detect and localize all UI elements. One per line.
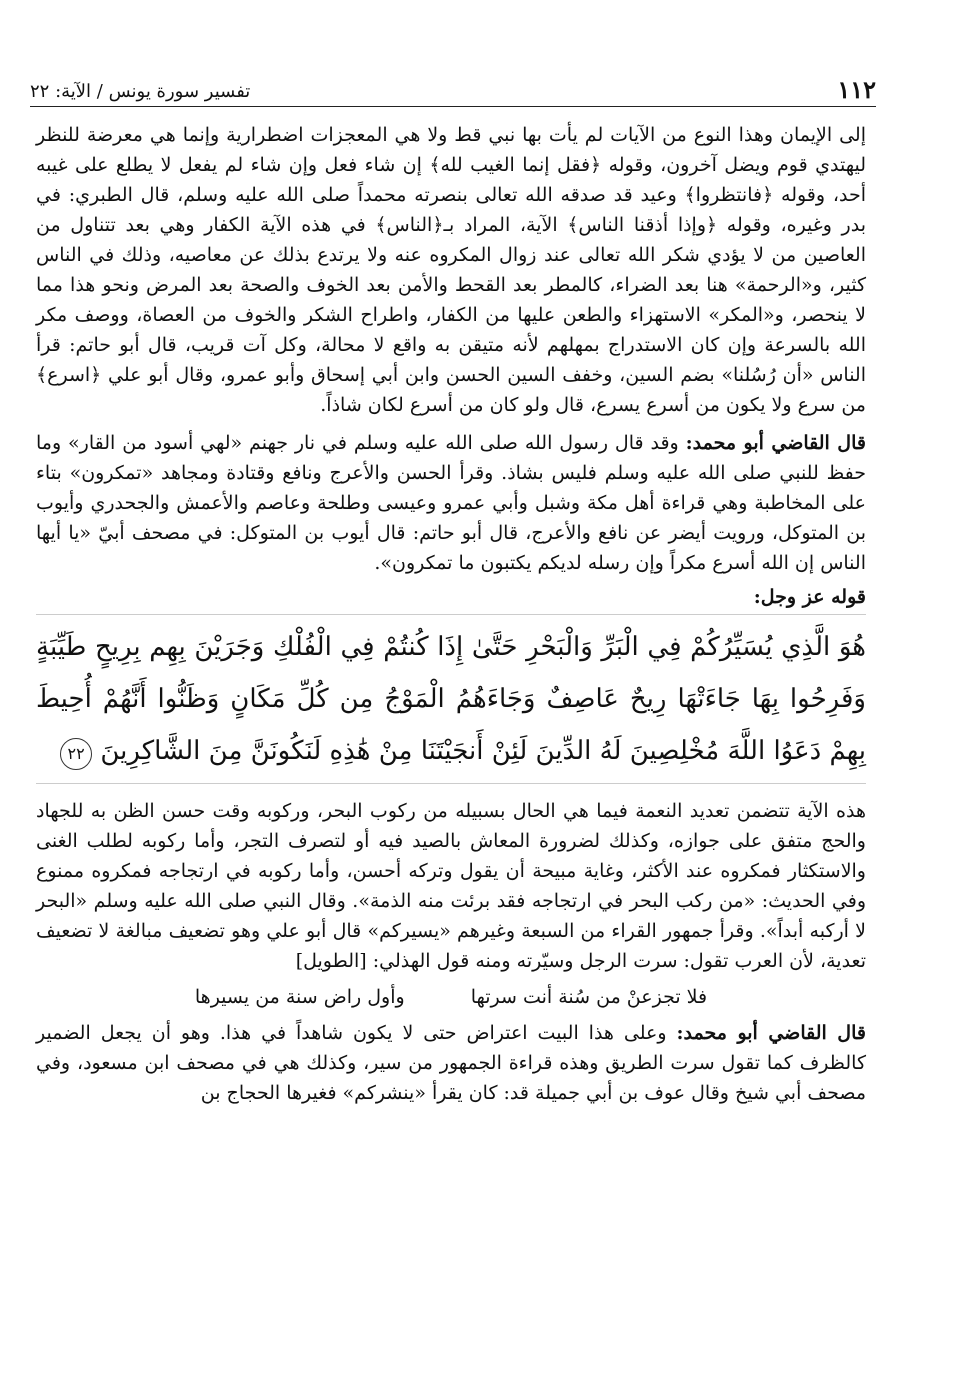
paragraph-2-text: وقد قال رسول الله صلى الله عليه وسلم في نار جهنم «لهي أسود من القار» وما حفظ للنبي صلى الله عليه وسلم فليس بشاذ. وقرأ الحسن والأعرج ونافع وقتادة ومجاهد «تمكرون» بتاء على المخاطبة وهي قراءة أهل مكة وشبل وأبي عمرو وعيسى وطلحة وعاصم والأعمش والجحدري وأيوب بن المتوكل، ورويت أيضر عن نافع والأعرج، قال أبو حاتم: قال أيوب بن المتوكل: في مصحف أبيّ «يا أيها الناس إن الله أسرع مكراً وإن رسله لديكم يكتبون ما تمكرون». bbox=[36, 432, 866, 574]
paragraph-3: هذه الآية تتضمن تعديد النعمة فيما هي الحال بسبيله من ركوب البحر، وركوبه وقت حسن الظن به للجهاد والحج متفق على جوازه، وكذلك لضرورة المعاش بالصيد فيه أو لتصرف التجر، وأما ركوبه لطلب الغنى والاستكثار فمكروه عند الأكثر، وغاية مبيحة أن يقول وتركه أحسن، وأما ركوبه في ارتجاجه فمكروه ممنوع وفي الحديث: «من ركب البحر في ارتجاجه فقد برئت منه الذمة». وقال النبي صلى الله عليه وسلم «البحر لا أركبه أبداً». وقرأ جمهور القراء من السبعة وغيرهم «يسيركم» قال أبو علي وهو تضعيف مبالغة لا تضعيف تعدية، لأن العرب تقول: سرت الرجل وسيّرته ومنه قول الهذلي: [الطويل] bbox=[36, 800, 866, 972]
running-title: تفسير سورة يونس / الآية: ٢٢ bbox=[30, 81, 251, 102]
page-body bbox=[36, 120, 866, 1116]
paragraph-1: إلى الإيمان وهذا النوع من الآيات لم يأت بها نبي قط ولا هي المعجزات اضطرارية وإنما هي معرضة للنظر ليهتدي قوم ويضل آخرون، وقوله ﴿فقل إنما الغيب لله﴾ إن شاء فعل وإن شاء لم يفعل لا يطلع على غيبه أحد، وقوله ﴿فانتظروا﴾ وعيد قد صدقه الله تعالى بنصرته محمداً صلى الله عليه وسلم، قال الطبري: في بدر وغيره، وقوله ﴿وإذا أذقنا الناس﴾ الآية، المراد بـ﴿الناس﴾ في هذه الآية الكفار وهي بعد تتناول من العاصين من لا يؤدي شكر الله تعالى عند زوال المكروه عنه ولا يرتدع بذلك عن معاصيه، وذلك في الناس كثير، و«الرحمة» هنا بعد الضراء، كالمطر بعد القحط والأمن بعد الخوف والصحة بعد المرض ونحو هذا مما لا ينحصر، و«المكر» الاستهزاء والطعن عليها من الكفار، واطراح الشكر والخوف من العصاة، ووصف مكر الله بالسرعة وإن كان الاستدراج بمهلهم لأنه متيقن به واقع لا محالة، وكل آت قريب، قال أبو حاتم: قرأ الناس «أن رُسُلنا» بضم السين، وخفف السين الحسن وابن أبي إسحاق وأبو عمرو، وقال أبو علي ﴿اسرع﴾ من سرع ولا يكون من أسرع يسرع، قال ولو كان من أسرع لكان شاذاً. bbox=[36, 124, 866, 416]
poem-hemistich-1: فلا تجزعنْ من سُنة أنت سرتها bbox=[470, 986, 708, 1008]
ayah-number-mark: ٢٢ bbox=[60, 738, 92, 770]
page-number: ١١٢ bbox=[837, 75, 876, 104]
paragraph-2 bbox=[36, 428, 866, 578]
quran-verse bbox=[36, 614, 866, 784]
verse-heading: قوله عز وجل: bbox=[753, 586, 866, 608]
qadi-lead-2: قال القاضي أبو محمد: bbox=[676, 1022, 866, 1044]
paragraph-4-text: وعلى هذا البيت اعتراض حتى لا يكون شاهداً في هذا. وهو أن يجعل الضمير كالظرف كما تقول سرت الطريق وهذه قراءة الجمهور من سير، وكذلك هي في مصحف ابن مسعود، وفي مصحف أبي شيخ وقال عوف بن أبي جميلة قد: كان يقرأ «ينشركم» فغيرها الحجاج بن bbox=[36, 1022, 866, 1104]
quran-verse-text: هُوَ الَّذِي يُسَيِّرُكُمْ فِي الْبَرِّ وَالْبَحْرِ حَتَّىٰ إِذَا كُنتُمْ فِي الْفُلْكِ وَجَرَيْنَ بِهِم بِرِيحٍ طَيِّبَةٍ وَفَرِحُوا بِهَا جَاءَتْهَا رِيحٌ عَاصِفٌ وَجَاءَهُمُ الْمَوْجُ مِن كُلِّ مَكَانٍ وَظَنُّوا أَنَّهُمْ أُحِيطَ بِهِمْ دَعَوُا اللَّهَ مُخْلِصِينَ لَهُ الدِّينَ لَئِنْ أَنجَيْتَنَا مِنْ هَٰذِهِ لَنَكُونَنَّ مِنَ الشَّاكِرِينَ bbox=[36, 632, 866, 766]
poem-hemistich-2: وأول راض سنة من يسيرها bbox=[194, 986, 405, 1008]
qadi-lead: قال القاضي أبو محمد: bbox=[685, 432, 866, 454]
poem-verse bbox=[36, 986, 866, 1008]
paragraph-4 bbox=[36, 1018, 866, 1108]
page-header bbox=[30, 66, 876, 107]
